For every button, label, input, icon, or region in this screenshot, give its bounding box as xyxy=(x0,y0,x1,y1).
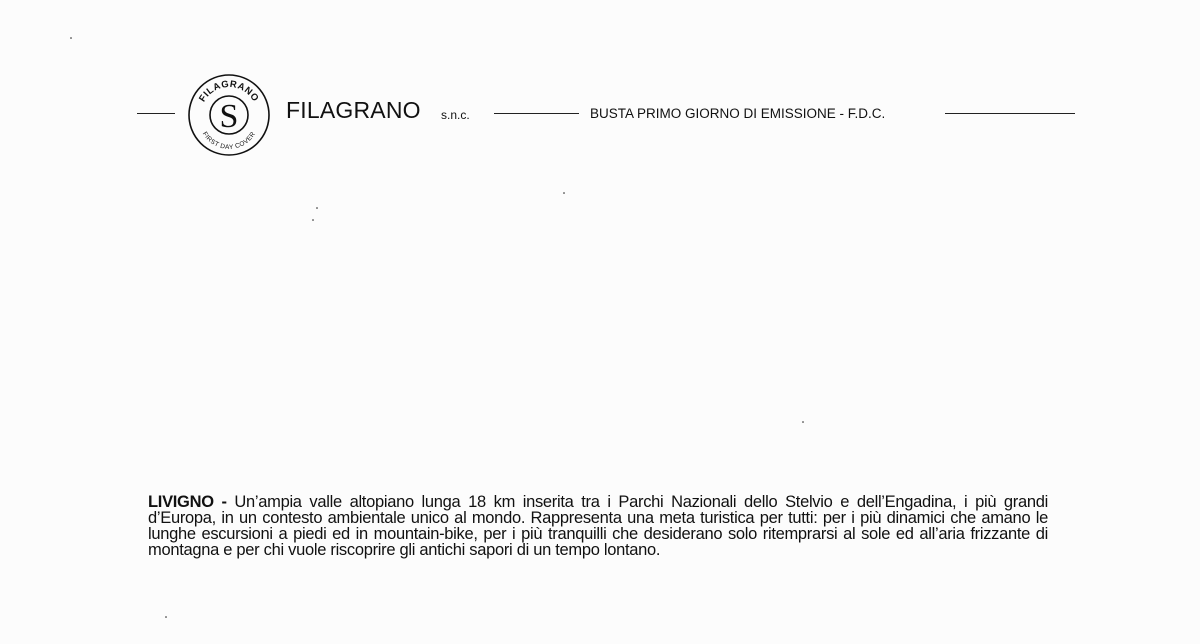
paper-speck xyxy=(165,616,167,618)
paper-speck xyxy=(312,219,314,221)
paper-speck xyxy=(70,37,72,39)
paper-speck xyxy=(316,207,318,209)
company-suffix: s.n.c. xyxy=(441,108,470,122)
header-rule-right xyxy=(945,113,1075,114)
livigno-description xyxy=(148,494,1048,558)
company-name: FILAGRANO xyxy=(286,97,421,123)
logo-arc-bottom: FIRST DAY COVER xyxy=(200,130,258,152)
description-text: Un’ampia valle altopiano lunga 18 km inserita tra i Parchi Nazionali dello Stelvio e dell’Engadina, i più grandi d’Europa, in un contesto ambientale unico al mondo. Rappresenta una meta turistica per tutti: per i più dinamici che amano le lunghe escursioni a piedi ed in mountain-bike, per i più tranquilli che desiderano solo ritemprarsi al sole ed all’aria frizzante di montagna e per chi vuole riscoprire gli antichi sapori di un tempo lontano. xyxy=(148,493,1049,559)
first-day-cover-label: BUSTA PRIMO GIORNO DI EMISSIONE - F.D.C. xyxy=(590,106,886,121)
paper-speck xyxy=(563,192,565,194)
description-town: LIVIGNO - xyxy=(148,493,227,511)
logo-arc-top: FILAGRANO xyxy=(197,78,261,105)
logo-letter: S xyxy=(219,98,239,135)
paper-speck xyxy=(802,421,804,423)
filagrano-seal-logo xyxy=(187,73,271,157)
header-rule-middle xyxy=(494,113,579,114)
header-rule-left xyxy=(137,113,175,114)
